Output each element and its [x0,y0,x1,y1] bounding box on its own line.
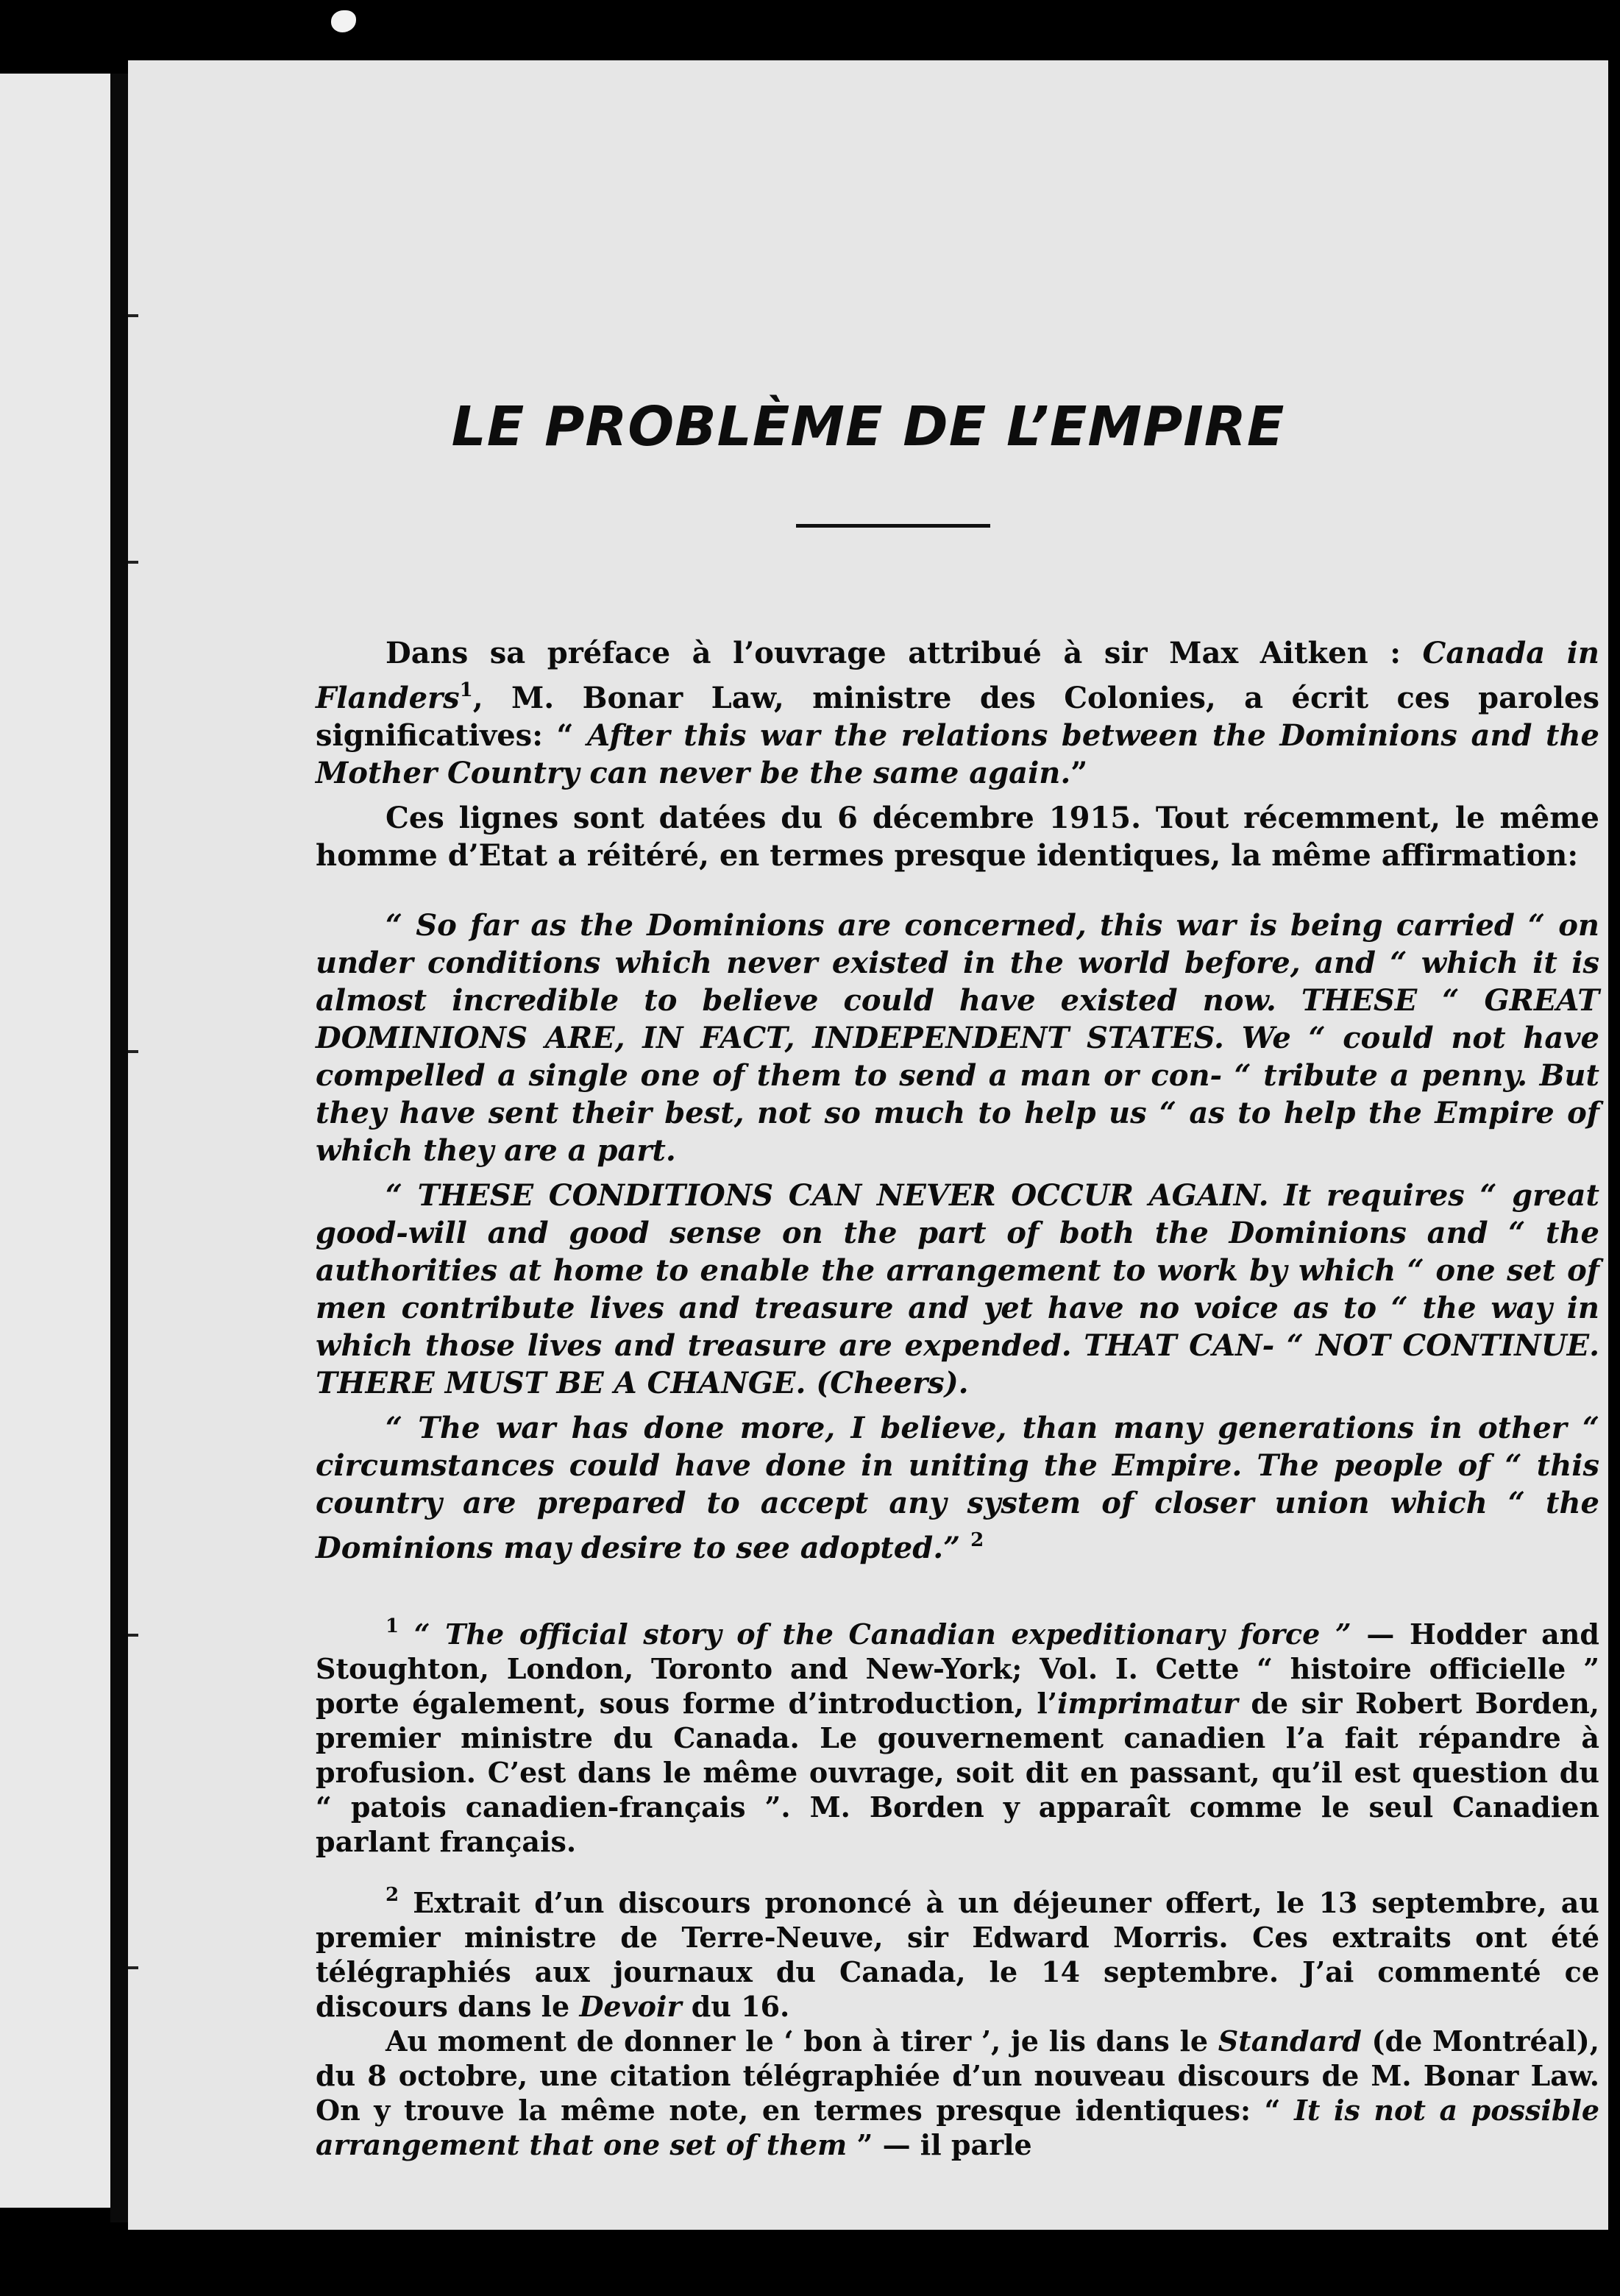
newspaper-name: Standard [1218,2024,1362,2058]
footnote-quote: It is not a possible arrangement that one set of them [316,2094,1600,2161]
quote-paragraph-1: “ So far as the Dominions are concerned, this war is being carried “ on under conditions which never existed in the world before, and “ which it is almost incredible to believe could have existed now. THESE “ GREAT DOMINIONS ARE, IN FACT, INDEPENDENT STATES. We “ could not have compelled a single one of them to send a man or con- “ tribute a penny. But they have sent their best, not so much to help us “ as to help the Empire of which they are a part. [316,908,1599,1168]
quote-text: “ The war has done more, I believe, than many generations in other “ circumstances could have done in uniting the Empire. The people of “ this country are prepared to accept any system of closer union which “ the Dominions may desire to see adopted.” [316,1411,1599,1565]
footnote-text: Au moment de donner le ‘ bon à tirer ’, je lis dans le [386,2024,1218,2058]
title-rule [796,524,990,528]
intro-paragraph-2: Ces lignes sont datées du 6 décembre 1915. Tout récemment, le même homme d’Etat a réitéré, en termes presque identiques, la même affirmation: [316,801,1599,873]
main-text [316,634,1599,1567]
margin-mark [128,314,138,317]
quote-paragraph-3 [316,1409,1599,1567]
intro-text: , M. Bonar Law, ministre des Colonies, a écrit ces paroles significatives: “ [316,681,1599,753]
quote-close: ” [1070,756,1088,790]
footnote-text: ” — il parle [847,2128,1032,2161]
scan-speck [331,10,356,32]
footnote-number: 1 [386,1615,399,1637]
footnote-2 [316,1878,1599,2024]
margin-mark [128,1634,138,1637]
footnote-ref-2: 2 [970,1529,984,1551]
margin-mark [128,1050,138,1053]
footnote-2-continued [316,2024,1599,2162]
footnote-text: du 16. [681,1990,790,2023]
footnote-book-title: “ The official story of the Canadian expeditionary force ” [413,1618,1351,1651]
newspaper-name: Devoir [579,1990,682,2023]
quote-paragraph-2: “ THESE CONDITIONS CAN NEVER OCCUR AGAIN. It requires “ great good-will and good sense on the part of both the Dominions and “ the authorities at home to enable the arrangement to work by which “ one set of men contribute lives and treasure and yet have no voice as to “ the way in which those lives and treasure are expended. THAT CAN- “ NOT CONTINUE. THERE MUST BE A CHANGE. (Cheers). [316,1178,1599,1400]
footnote-text: de sir Robert Borden, premier ministre du Canada. Le gouvernement canadien l’a fait répandre à profusion. C’est dans le même ouvrage, soit dit en passant, qu’il est question du “ patois canadien-français ”. M. Borden y apparaît comme le seul Canadien parlant français. [316,1687,1599,1858]
footnote-text: (de Montréal), du 8 octobre, une citation télégraphiée d’un nouveau discours de M. Bonar Law. On y trouve la même note, en termes presque identiques: “ [316,2024,1600,2127]
footnote-italic: imprimatur [1057,1687,1238,1720]
footnote-ref-1: 1 [459,679,473,701]
footnotes [316,1609,1599,2162]
page-title: LE PROBLÈME DE L’EMPIRE [451,395,1285,458]
margin-mark [128,561,138,564]
footnote-1 [316,1609,1599,1859]
previous-page-edge [0,74,110,2208]
footnote-text: — Hodder and Stoughton, London, Toronto and New-York; Vol. I. Cette “ histoire officielle ” porte également, sous forme d’introduction, l’ [316,1618,1599,1720]
footnote-number: 2 [386,1884,399,1906]
intro-text: Dans sa préface à l’ouvrage attribué à sir Max Aitken : [386,636,1423,670]
intro-paragraph-1 [316,634,1599,792]
document-page [128,60,1608,2230]
bonar-law-quote: After this war the relations between the Dominions and the Mother Country can never be the same again. [316,718,1600,790]
footnote-text: Extrait d’un discours prononcé à un déjeuner offert, le 13 septembre, au premier ministre de Terre-Neuve, sir Edward Morris. Ces extraits ont été télégraphiés aux journaux du Canada, le 14 septembre. J’ai commenté ce discours dans le [316,1886,1600,2023]
book-title: Canada in Flanders [316,636,1600,715]
margin-mark [128,1966,138,1969]
page-gutter [110,74,128,2222]
